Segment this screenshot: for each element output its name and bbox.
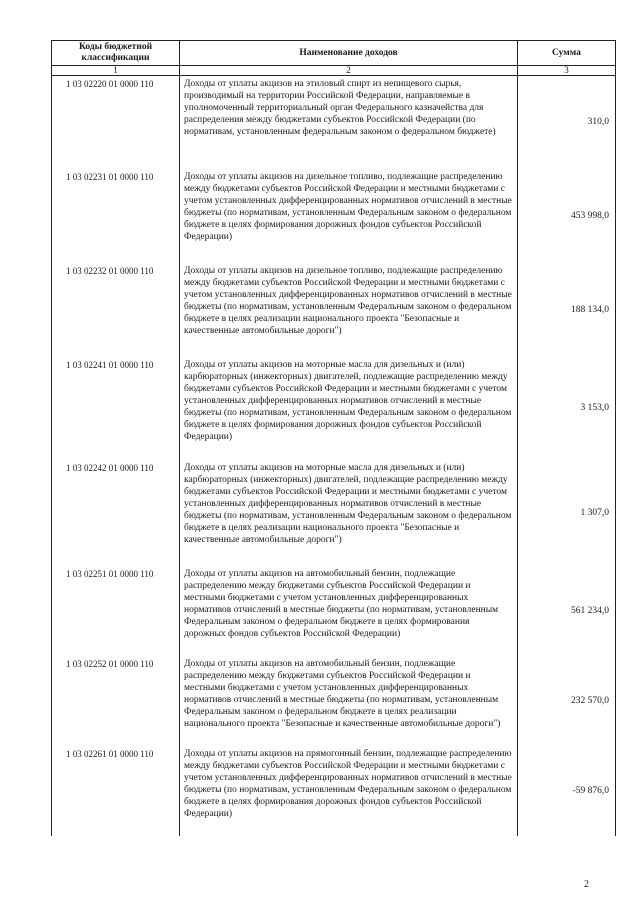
row-name: Доходы от уплаты акцизов на моторные масла для дизельных и (или) карбюраторных (инжекторных) двигателей, подлежащие распределению между бюджетами субъектов Российской Федерации и местными бюджетами с учетом установленных дифференцированных нормативов отчислений в местные бюджеты (по нормативам, установленным Федеральным законом о федеральном бюджете в целях формирования дорожных фондов субъектов Российской Федерации) (180, 357, 518, 460)
row-name: Доходы от уплаты акцизов на автомобильный бензин, подлежащие распределению между бюджетами субъектов Российской Федерации и местными бюджетами с учетом установленных дифференцированных нормативов отчислений в местные бюджеты (по нормативам, установленным Федеральным законом о федеральном бюджете в целях формирования дорожных фондов субъектов Российской Федерации) (180, 566, 518, 656)
header-sum: Сумма (518, 41, 616, 66)
row-name: Доходы от уплаты акцизов на прямогонный бензин, подлежащие распределению между бюджетами субъектов Российской Федерации и местными бюджетами с учетом установленных дифференцированных нормативов отчислений в местные бюджеты (по нормативам, установленным Федеральным законом о федеральном бюджете в целях формирования дорожных фондов субъектов Российской Федерации) (180, 746, 518, 836)
row-name: Доходы от уплаты акцизов на дизельное топливо, подлежащие распределению между бюджетами субъектов Российской Федерации и местными бюджетами с учетом установленных дифференцированных нормативов отчислений в местные бюджеты (по нормативам, установленным Федеральным законом о федеральном бюджете в целях формирования дорожных фондов субъектов Российской Федерации) (180, 169, 518, 263)
row-sum: 232 570,0 (518, 656, 616, 746)
table-row (52, 460, 616, 566)
table-row (52, 357, 616, 460)
column-number-2: 2 (180, 66, 518, 76)
row-code: 1 03 02242 01 0000 110 (52, 460, 180, 566)
revenue-table (51, 40, 616, 836)
row-sum: 1 307,0 (518, 460, 616, 566)
row-code: 1 03 02261 01 0000 110 (52, 746, 180, 836)
row-code: 1 03 02220 01 0000 110 (52, 76, 180, 169)
header-codes: Коды бюджетной классификации (52, 41, 180, 66)
table-row (52, 169, 616, 263)
row-code: 1 03 02251 01 0000 110 (52, 566, 180, 656)
table-row (52, 263, 616, 357)
row-code: 1 03 02241 01 0000 110 (52, 357, 180, 460)
row-code: 1 03 02232 01 0000 110 (52, 263, 180, 357)
table-row (52, 76, 616, 169)
row-name: Доходы от уплаты акцизов на моторные масла для дизельных и (или) карбюраторных (инжекторных) двигателей, подлежащие распределению между бюджетами субъектов Российской Федерации и местными бюджетами с учетом установленных дифференцированных нормативов отчислений в местные бюджеты (по нормативам, установленным Федеральным законом о федеральном бюджете в целях реализации национального проекта "Безопасные и качественные автомобильные дороги") (180, 460, 518, 566)
column-number-3: 3 (518, 66, 616, 76)
row-sum: 453 998,0 (518, 169, 616, 263)
row-sum: 3 153,0 (518, 357, 616, 460)
row-code: 1 03 02231 01 0000 110 (52, 169, 180, 263)
row-name: Доходы от уплаты акцизов на этиловый спирт из непищевого сырья, производимый на территории Российской Федерации, направляемые в уполномоченный территориальный орган Федерального казначейства для распределения между бюджетами субъектов Российской Федерации (по нормативам, установленным федеральным законом о федеральном бюджете) (180, 76, 518, 169)
row-name: Доходы от уплаты акцизов на дизельное топливо, подлежащие распределению между бюджетами субъектов Российской Федерации и местными бюджетами с учетом установленных дифференцированных нормативов отчислений в местные бюджеты (по нормативам, установленным Федеральным законом о федеральном бюджете в целях реализации национального проекта "Безопасные и качественные автомобильные дороги") (180, 263, 518, 357)
row-name: Доходы от уплаты акцизов на автомобильный бензин, подлежащие распределению между бюджетами субъектов Российской Федерации и местными бюджетами с учетом установленных дифференцированных нормативов отчислений в местные бюджеты (по нормативам, установленным Федеральным законом о федеральном бюджете в целях реализации национального проекта "Безопасные и качественные автомобильные дороги") (180, 656, 518, 746)
row-sum: -59 876,0 (518, 746, 616, 836)
column-number-1: 1 (52, 66, 180, 76)
page-number: 2 (584, 879, 589, 890)
row-sum: 188 134,0 (518, 263, 616, 357)
row-sum: 561 234,0 (518, 566, 616, 656)
row-sum: 310,0 (518, 76, 616, 169)
row-code: 1 03 02252 01 0000 110 (52, 656, 180, 746)
header-name: Наименование доходов (180, 41, 518, 66)
table-row (52, 566, 616, 656)
table-row (52, 656, 616, 746)
table-row (52, 746, 616, 836)
